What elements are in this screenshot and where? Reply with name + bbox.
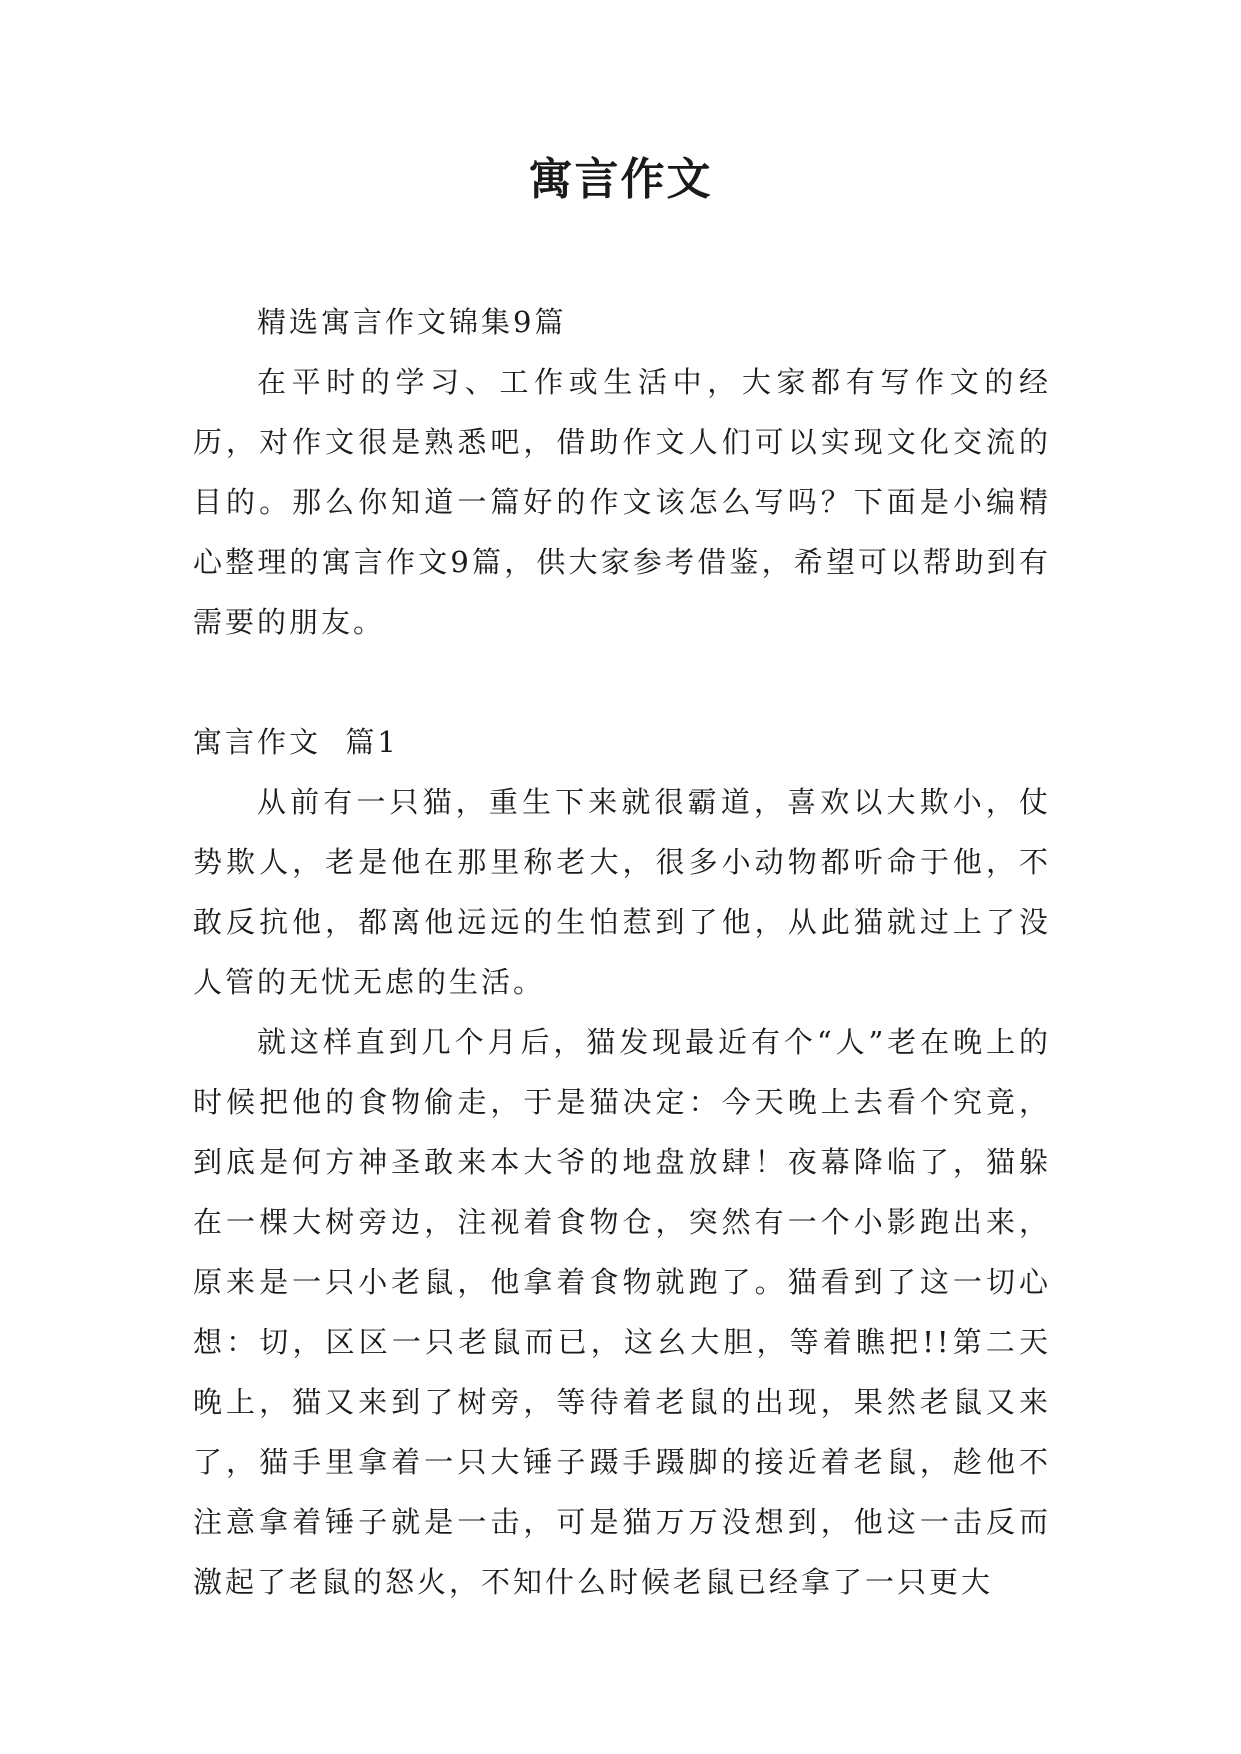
- document-body: [193, 292, 1051, 1612]
- document-title: 寓言作文: [528, 154, 713, 205]
- story-paragraph-2: 就这样直到几个月后，猫发现最近有个“人”老在晚上的时候把他的食物偷走，于是猫决定：今天晚上去看个究竟，到底是何方神圣敢来本大爷的地盘放肆！夜幕降临了，猫躲在一棵大树旁边，注视着食物仓，突然有一个小影跑出来，原来是一只小老鼠，他拿着食物就跑了。猫看到了这一切心想：切，区区一只老鼠而已，这幺大胆，等着瞧把!!第二天晚上，猫又来到了树旁，等待着老鼠的出现，果然老鼠又来了，猫手里拿着一只大锤子蹑手蹑脚的接近着老鼠，趁他不注意拿着锤子就是一击，可是猫万万没想到，他这一击反而激起了老鼠的怒火，不知什么时候老鼠已经拿了一只更大: [193, 1025, 1051, 1599]
- intro-paragraph: 在平时的学习、工作或生活中，大家都有写作文的经历，对作文很是熟悉吧，借助作文人们可以实现文化交流的目的。那么你知道一篇好的作文该怎么写吗？下面是小编精心整理的寓言作文9篇，供大家参考借鉴，希望可以帮助到有需要的朋友。: [193, 365, 1051, 639]
- story-paragraph-1: 从前有一只猫，重生下来就很霸道，喜欢以大欺小，仗势欺人，老是他在那里称老大，很多小动物都听命于他，不敢反抗他，都离他远远的生怕惹到了他，从此猫就过上了没人管的无忧无虑的生活。: [193, 785, 1051, 999]
- document-subtitle: 精选寓言作文锦集9篇: [257, 305, 567, 339]
- section-heading: 寓言作文 篇1: [193, 725, 399, 759]
- section-spacer: [193, 652, 1051, 712]
